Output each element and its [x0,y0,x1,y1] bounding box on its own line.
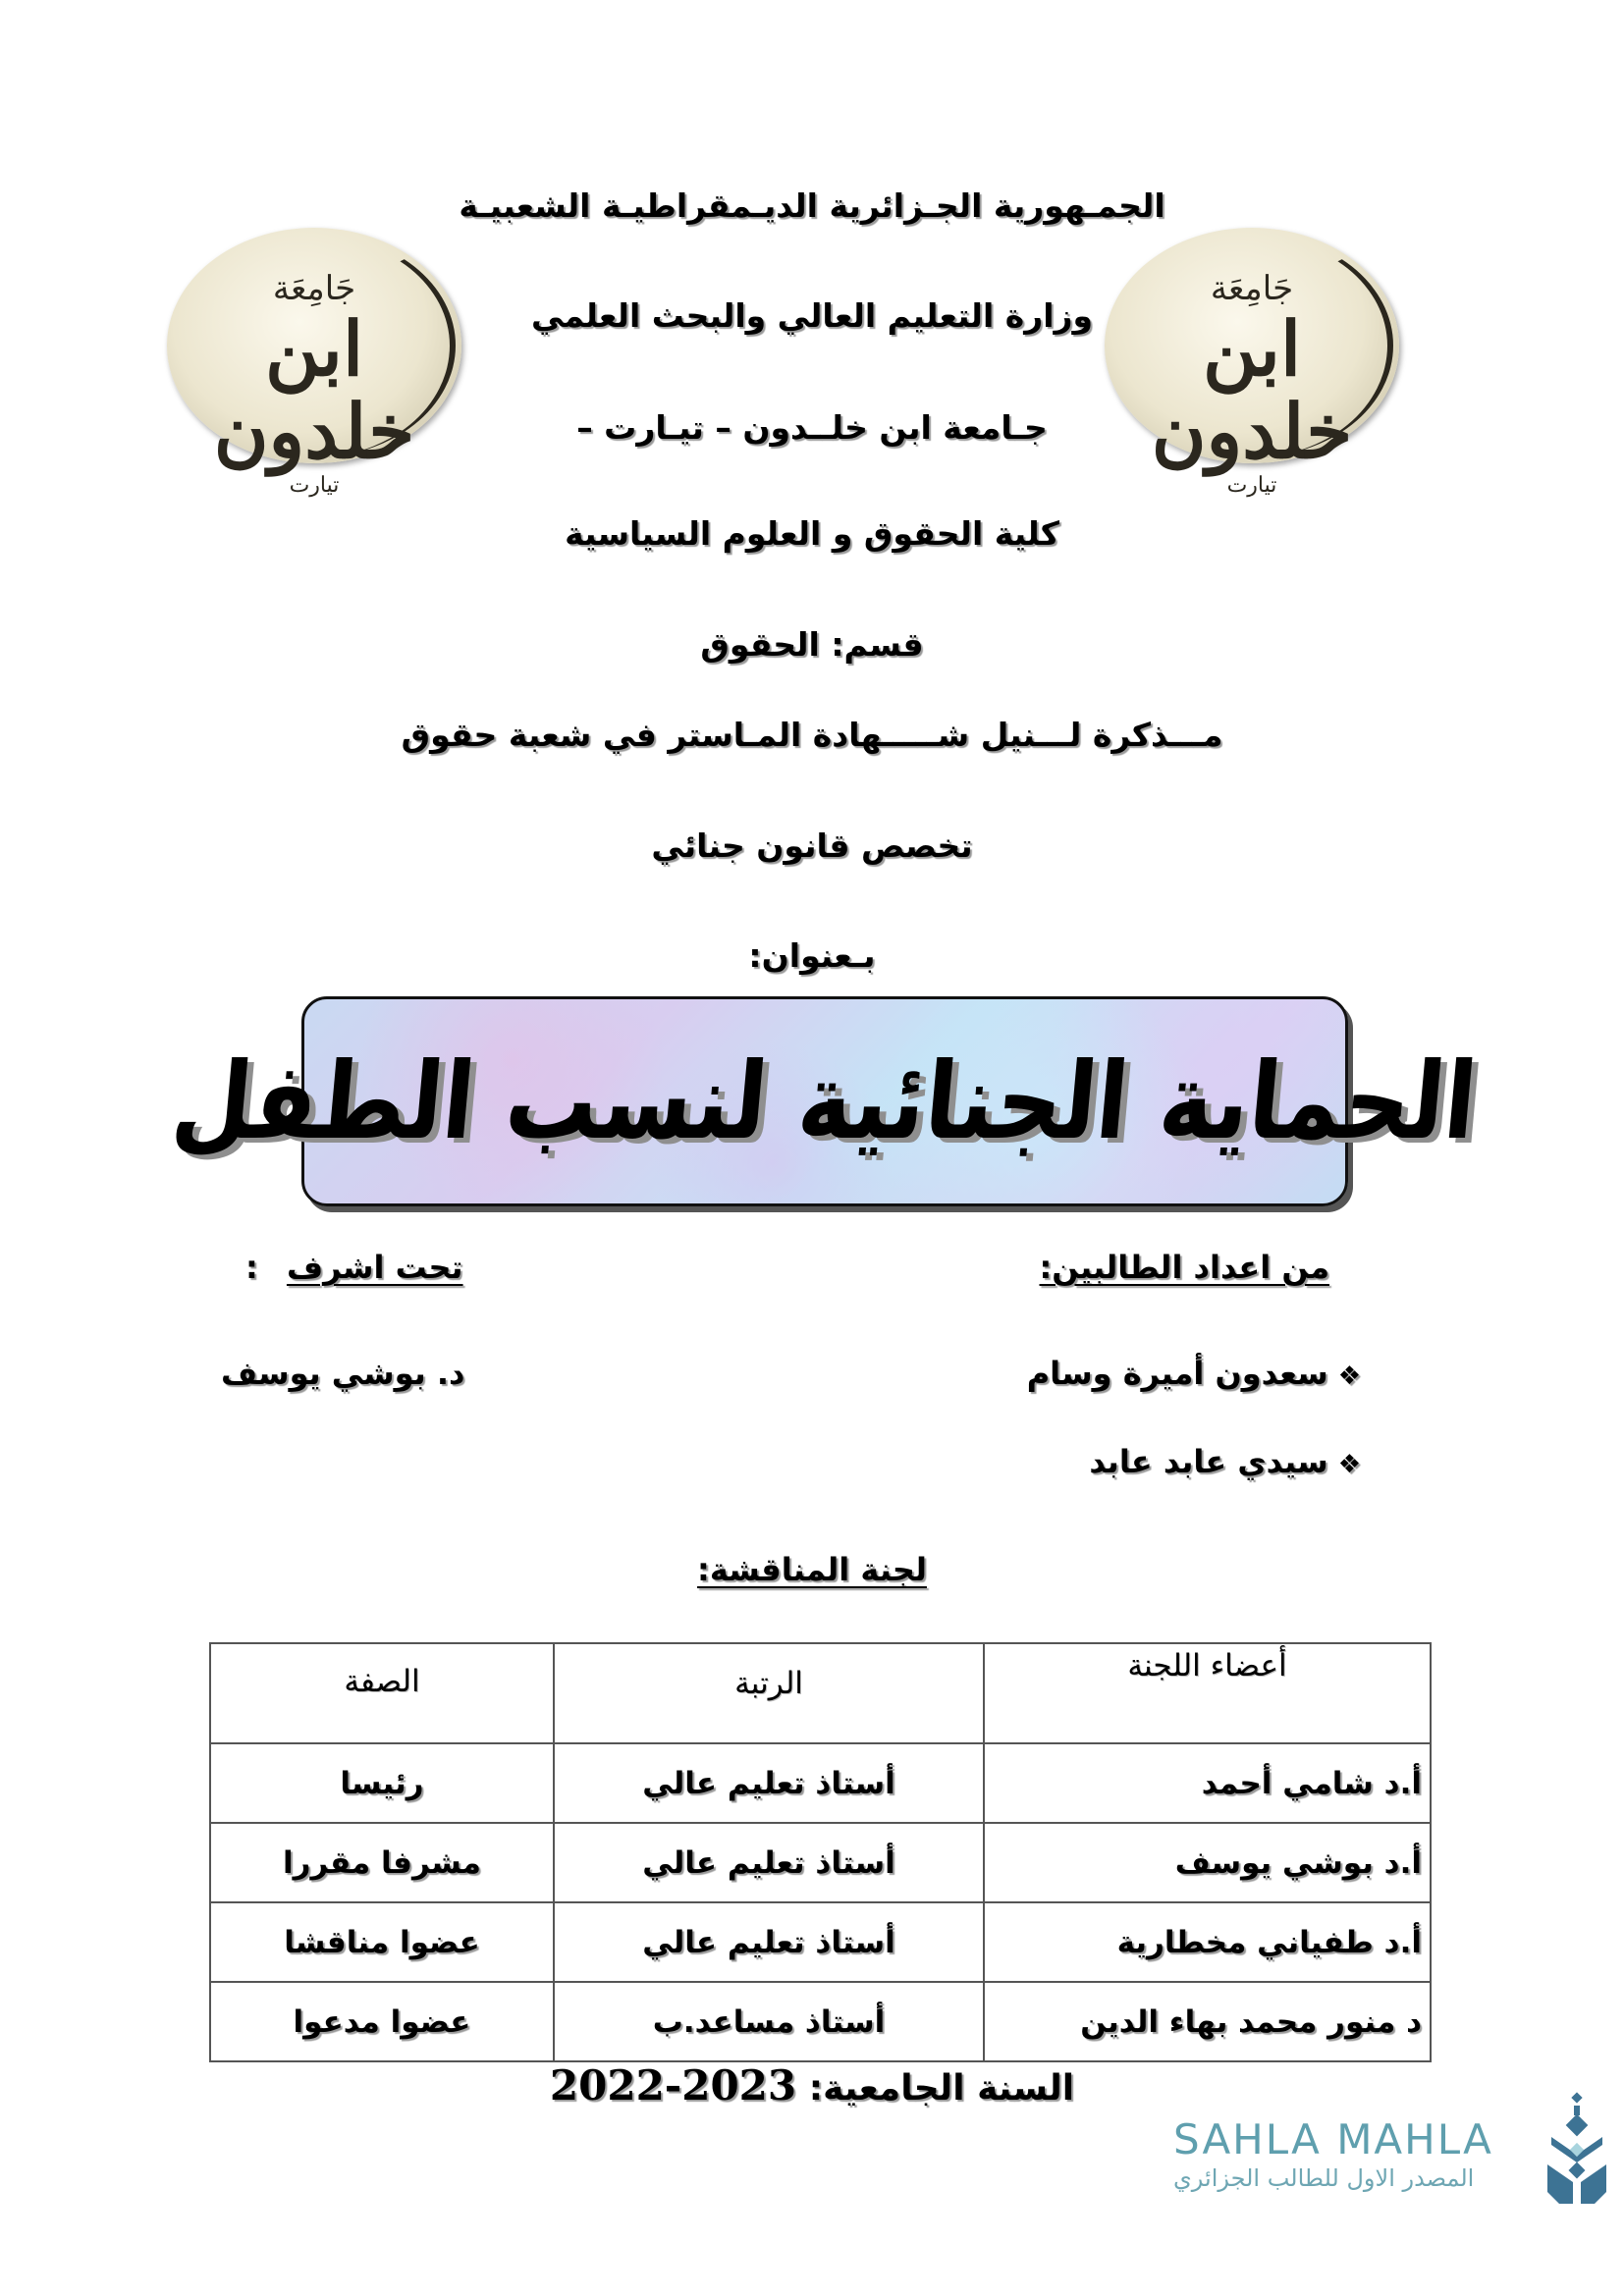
diamond-bullet-icon: ❖ [1337,1362,1361,1391]
academic-year-label: السنة الجامعية: [808,2068,1075,2109]
logo-top-text: جَامِعَة [272,269,356,308]
logo-bottom-text: تيارت [289,473,340,498]
committee-label: لجنة المناقشة: [697,1551,927,1588]
column-header-rank: الرتبة [554,1643,984,1743]
academic-year-value: 2022-2023 [549,2061,797,2109]
member-role: عضوا مناقشا [210,1902,554,1982]
member-name: أ.د شامي أحمد [984,1743,1431,1823]
students-label: من اعداد الطالبين: [1039,1249,1329,1286]
member-rank: أستاذ تعليم عالي [554,1902,984,1982]
logo-bottom-text: تيارت [1226,473,1277,498]
sahla-mahla-logo-icon [1543,2094,1610,2210]
column-header-members: أعضاء اللجنة [984,1643,1431,1743]
student-name: سيدي عابد عابد [1089,1443,1328,1480]
watermark-tagline: المصدر الاول للطالب الجزائري [1173,2164,1475,2192]
table-row [210,1743,1431,1823]
supervisor-name: د. بوشي يوسف [221,1355,465,1392]
title-label: بـعنوان: [748,936,876,975]
country-name: الجمـهورية الجـزائرية الديـمقراطيـة الشعبيـة [459,187,1165,225]
supervisor-heading [245,1249,463,1286]
column-header-role: الصفة [210,1643,554,1743]
sahla-mahla-watermark [1173,2115,1610,2214]
table-header-row [210,1643,1431,1743]
watermark-brand: SAHLA MAHLA [1173,2115,1493,2163]
table-row [210,1902,1431,1982]
thesis-title: الحماية الجنائية لنسب الطفل [167,1040,1483,1163]
table-row [210,1823,1431,1902]
member-role: مشرفا مقررا [210,1823,554,1902]
ministry-name: وزارة التعليم العالي والبحث العلمي [530,296,1094,335]
member-role: رئيسا [210,1743,554,1823]
student-name: سعدون أميرة وسام [1026,1355,1328,1392]
student-item [1089,1443,1361,1480]
supervisor-label: تحت اشرف [286,1249,463,1286]
logo-top-text: جَامِعَة [1210,269,1294,308]
university-name: جـامعة ابن خلــدون – تيـارت – [576,408,1048,447]
thesis-title-box [167,996,1483,1206]
table-row [210,1982,1431,2061]
member-name: أ.د طفياني مخطارية [984,1902,1431,1982]
specialty: تخصص قانون جنائي [651,827,973,865]
member-role: عضوا مدعوا [210,1982,554,2061]
logo-main-text: ابن خلدون [1151,305,1353,475]
diamond-bullet-icon: ❖ [1337,1450,1361,1479]
member-rank: أستاذ تعليم عالي [554,1823,984,1902]
committee-table [209,1642,1432,2062]
department-name: قسم: الحقوق [700,625,924,664]
degree-statement: مـــذكرة لـــنيل شـــــهادة المـاستر في شعبة حقوق [401,716,1223,754]
member-name: د منور محمد بهاء الدين [984,1982,1431,2061]
member-rank: أستاذ تعليم عالي [554,1743,984,1823]
member-rank: أستاذ مساعد.ب [554,1982,984,2061]
student-item [1027,1355,1361,1392]
logo-main-text: ابن خلدون [213,305,415,475]
supervisor-colon: : [245,1249,258,1286]
faculty-name: كلية الحقوق و العلوم السياسية [565,514,1059,553]
member-name: أ.د بوشي يوسف [984,1823,1431,1902]
academic-year [0,2061,1624,2109]
